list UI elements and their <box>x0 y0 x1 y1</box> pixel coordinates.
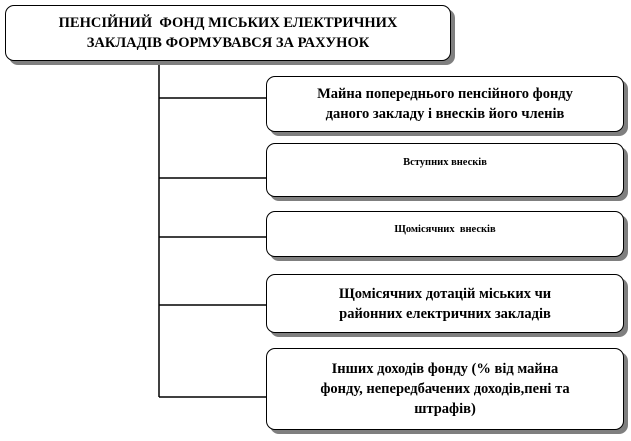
source-1-line-2: даного закладу і внесків його членів <box>325 106 565 122</box>
root-line-1: ПЕНСІЙНИЙ ФОНД МІСЬКИХ ЕЛЕКТРИЧНИХ <box>58 15 398 31</box>
source-1-line-1: Майна попереднього пенсійного фонду <box>317 86 573 102</box>
source-box-5-text <box>320 359 569 419</box>
source-box-1 <box>266 76 624 132</box>
root-box <box>5 5 451 61</box>
source-3-line-1: Щомісячних внесків <box>394 224 496 235</box>
source-4-line-2: районних електричних закладів <box>339 305 551 322</box>
source-5-line-3: штрафів) <box>414 401 476 417</box>
source-5-line-2: фонду, непередбачених доходів,пені та <box>320 381 570 397</box>
source-5-line-1: Інших доходів фонду (% від майна <box>331 361 559 377</box>
source-2-line-1: Вступних внесків <box>403 157 487 168</box>
source-box-4 <box>266 274 624 333</box>
source-box-5 <box>266 348 624 430</box>
source-box-4-text <box>339 284 551 324</box>
source-box-2 <box>266 143 624 197</box>
source-box-1-text <box>317 84 573 124</box>
root-line-2: ЗАКЛАДІВ ФОРМУВАВСЯ ЗА РАХУНОК <box>86 35 370 51</box>
source-4-line-1: Щомісячних дотацій міських чи <box>338 285 552 302</box>
root-text <box>59 13 398 53</box>
source-box-3 <box>266 211 624 257</box>
